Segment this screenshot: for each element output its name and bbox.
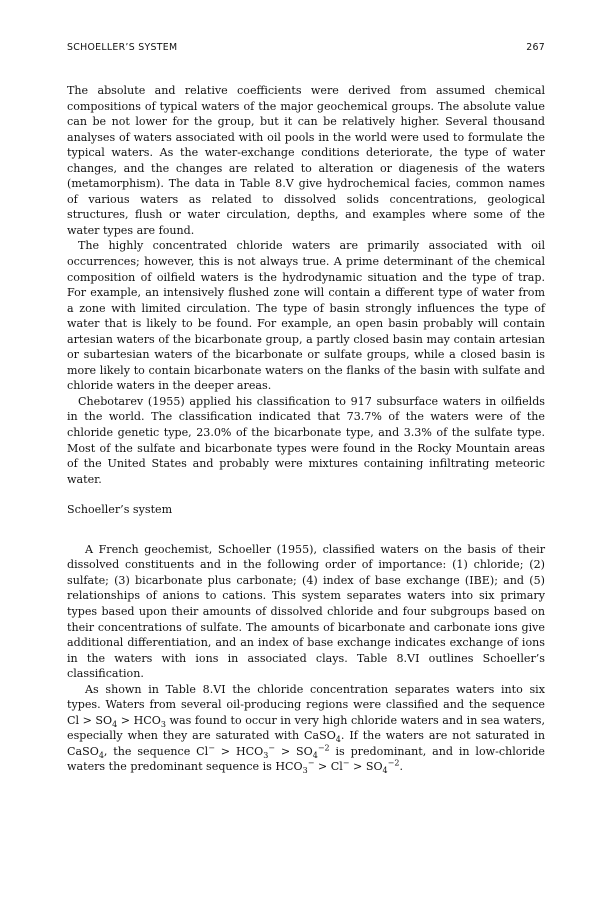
- subscript: 4: [382, 766, 388, 776]
- text-run: > HCO: [117, 713, 161, 727]
- subscript: 3: [160, 720, 166, 729]
- paragraph-chloride-waters: The highly concentrated chloride waters are primarily associated with oil occurrences; however, this is not always true. A prime determinant of the chemical composition of oilfield waters is the hydrodynamic situation and the type of trap. For example, an intensively flushed zone will contain a different type of water from a zone with limited circulation. The type of basin strongly influences the type of water that is likely to be found. For example, an open basin probably will contain artesian waters of the bicarbonate group, a partly closed basin may contain artesian or subartesian waters of the bicarbonate or sulfate groups, while a closed basin is more likely to contain bicarbonate waters on the flanks of the basin with sulfate and chloride waters in the deeper areas.: [67, 239, 545, 393]
- superscript: −: [268, 743, 275, 753]
- text-run: . If the waters are not saturated in CaSO: [67, 729, 545, 758]
- subscript: 4: [98, 751, 104, 761]
- subscript: 4: [335, 735, 341, 745]
- page-number: 267: [526, 42, 545, 53]
- section-heading: Schoeller’s system: [67, 503, 173, 517]
- subscript: 4: [312, 751, 318, 761]
- subscript: 3: [302, 766, 308, 776]
- superscript: −2: [317, 743, 330, 753]
- superscript: −: [307, 758, 315, 768]
- text-run: > Cl: [314, 760, 343, 774]
- running-head: [67, 42, 545, 53]
- text-run: > HCO: [214, 744, 264, 758]
- superscript: −: [208, 743, 215, 753]
- text-run: , the sequence Cl: [103, 744, 209, 758]
- paragraph-coefficients: The absolute and relative coefficients were derived from assumed chemical compositions of typical waters of the major geochemical groups. The absolute value can be not lower for the group, but it can be relatively higher. Several thousand analyses of waters associated with oil pools in the world were used to formulate the typical waters. As the water-exchange conditions deteriorate, the type of water changes, and the changes are related to alteration or diagenesis of the waters (metamorphism). The data in Table 8.V give hydrochemical facies, common names of various waters as related to dissolved solids concentrations, geological structures, flush or water circulation, depths, and examples where some of the water types are found.: [67, 84, 545, 237]
- text-run: As shown in Table 8.VI the chloride concentration separates waters into six types. Waters from several oil-producing regions were classified and the sequence Cl > SO: [67, 682, 545, 727]
- text-run: .: [399, 760, 403, 774]
- paragraph-chloride-sequence: [67, 682, 545, 775]
- text-run: > SO: [349, 760, 383, 774]
- superscript: −2: [387, 758, 400, 768]
- text-run: is predominant, and in low-chloride waters the predominant sequence is HCO: [67, 744, 545, 774]
- page: [67, 42, 545, 775]
- text-run: was found to occur in very high chloride waters and in sea waters, especially when they are saturated with CaSO: [67, 713, 545, 743]
- subscript: 3: [263, 751, 269, 761]
- text-run: > SO: [275, 744, 313, 758]
- superscript: −: [342, 758, 350, 768]
- paragraph-schoeller-classification: A French geochemist, Schoeller (1955), classified waters on the basis of their dissolved constituents and in the following order of importance: (1) chloride; (2) sulfate; (3) bicarbonate plus carbonate; (4) index of base exchange (IBE); and (5) relationships of anions to cations. This system separates waters into six primary types based upon their amounts of dissolved chloride and four subgroups based on their concentrations of sulfate. The amounts of bicarbonate and carbonate ions give additional differentiation, and an index of base exchange indicates exchange of ions in the waters with ions in associated clays. Table 8.VI outlines Schoeller’s classification.: [67, 542, 545, 681]
- subscript: 4: [112, 720, 118, 729]
- running-head-title: SCHOELLER’S SYSTEM: [67, 42, 178, 53]
- paragraph-chebotarev: Chebotarev (1955) applied his classification to 917 subsurface waters in oilfields in the world. The classification indicated that 73.7% of the waters were of the chloride genetic type, 23.0% of the bicarbonate type, and 3.3% of the sulfate type. Most of the sulfate and bicarbonate types were found in the Rocky Mountain areas of the United States and probably were mixtures containing infiltrating meteoric water.: [67, 394, 545, 486]
